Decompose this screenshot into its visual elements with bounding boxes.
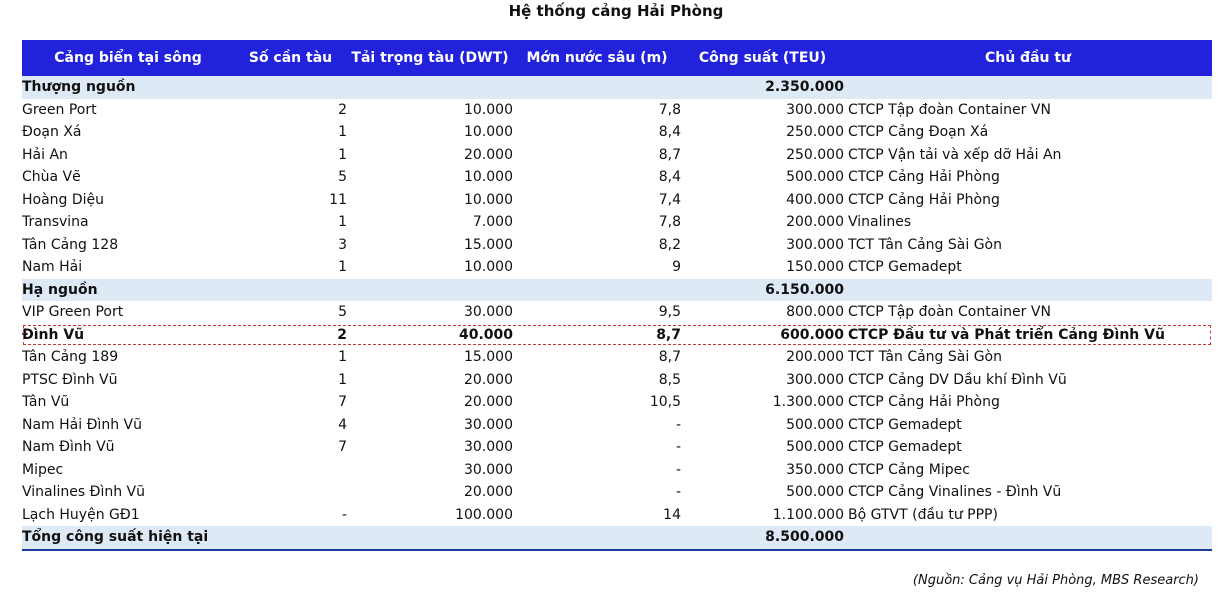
port-name: Lạch Huyện GĐ1 bbox=[22, 506, 140, 523]
group-capacity: 6.150.000 bbox=[681, 279, 844, 302]
capacity-teu: 500.000 bbox=[786, 416, 844, 433]
table-row bbox=[22, 301, 1212, 324]
table-row bbox=[22, 166, 1212, 189]
group-label: Hạ nguồn bbox=[22, 279, 234, 302]
capacity-teu: 600.000 bbox=[780, 326, 844, 343]
empty-cell bbox=[844, 526, 1212, 550]
vessel-dwt: 30.000 bbox=[464, 461, 513, 478]
table-row bbox=[22, 256, 1212, 279]
crane-count: 1 bbox=[338, 146, 347, 163]
port-name: Đoạn Xá bbox=[22, 124, 82, 141]
investor: CTCP Cảng Đoạn Xá bbox=[848, 124, 989, 141]
draft-depth: 8,2 bbox=[658, 236, 681, 253]
vessel-dwt: 20.000 bbox=[464, 394, 513, 411]
empty-cell bbox=[234, 279, 347, 302]
port-name: Mipec bbox=[22, 461, 64, 478]
vessel-dwt: 10.000 bbox=[464, 191, 513, 208]
table-row bbox=[22, 414, 1212, 437]
capacity-teu: 350.000 bbox=[786, 461, 844, 478]
capacity-teu: 1.100.000 bbox=[772, 506, 844, 523]
table-row bbox=[22, 234, 1212, 257]
investor: CTCP Tập đoàn Container VN bbox=[848, 101, 1051, 118]
capacity-teu: 500.000 bbox=[786, 439, 844, 456]
vessel-dwt: 10.000 bbox=[464, 124, 513, 141]
table-row bbox=[22, 346, 1212, 369]
draft-depth: 8,7 bbox=[656, 326, 681, 343]
investor: CTCP Cảng Hải Phòng bbox=[848, 169, 1000, 186]
vessel-dwt: 7.000 bbox=[472, 214, 513, 231]
investor: CTCP Gemadept bbox=[848, 439, 962, 456]
port-name: Tân Cảng 128 bbox=[22, 236, 119, 253]
investor: Bộ GTVT (đầu tư PPP) bbox=[848, 506, 998, 523]
draft-depth: 8,4 bbox=[658, 124, 681, 141]
ports-table bbox=[22, 40, 1212, 551]
capacity-teu: 1.300.000 bbox=[772, 394, 844, 411]
vessel-dwt: 20.000 bbox=[464, 146, 513, 163]
table-header-row bbox=[22, 40, 1212, 76]
port-name: Nam Hải Đình Vũ bbox=[22, 416, 142, 433]
port-name: Hải An bbox=[22, 146, 68, 163]
empty-cell bbox=[347, 76, 513, 99]
header-port: Cảng biển tại sông bbox=[22, 40, 234, 76]
group-label: Thượng nguồn bbox=[22, 76, 234, 99]
draft-depth: 7,8 bbox=[658, 214, 681, 231]
capacity-teu: 200.000 bbox=[786, 349, 844, 366]
header-teu: Công suất (TEU) bbox=[681, 40, 844, 76]
group-row-downstream bbox=[22, 279, 1212, 302]
table-row bbox=[22, 481, 1212, 504]
crane-count: 7 bbox=[338, 439, 347, 456]
capacity-teu: 800.000 bbox=[786, 304, 844, 321]
table-row bbox=[22, 436, 1212, 459]
group-capacity: 2.350.000 bbox=[681, 76, 844, 99]
header-cranes: Số cần tàu bbox=[234, 40, 347, 76]
crane-count: 2 bbox=[337, 326, 347, 343]
draft-depth: - bbox=[675, 439, 681, 456]
crane-count: 1 bbox=[338, 349, 347, 366]
investor: CTCP Cảng Hải Phòng bbox=[848, 394, 1000, 411]
draft-depth: 9,5 bbox=[658, 304, 681, 321]
port-name: VIP Green Port bbox=[22, 304, 124, 321]
vessel-dwt: 40.000 bbox=[458, 326, 513, 343]
draft-depth: 8,5 bbox=[658, 371, 681, 388]
draft-depth: 14 bbox=[663, 506, 681, 523]
investor: TCT Tân Cảng Sài Gòn bbox=[848, 236, 1002, 253]
table-row bbox=[22, 504, 1212, 527]
table-body bbox=[22, 76, 1212, 550]
crane-count: 2 bbox=[338, 101, 347, 118]
table-row bbox=[22, 391, 1212, 414]
capacity-teu: 300.000 bbox=[786, 101, 844, 118]
vessel-dwt: 15.000 bbox=[464, 349, 513, 366]
crane-count: - bbox=[341, 506, 347, 523]
draft-depth: 9 bbox=[672, 259, 681, 276]
crane-count: 1 bbox=[338, 214, 347, 231]
capacity-teu: 300.000 bbox=[786, 236, 844, 253]
vessel-dwt: 10.000 bbox=[464, 101, 513, 118]
total-capacity: 8.500.000 bbox=[681, 526, 844, 550]
draft-depth: - bbox=[675, 461, 681, 478]
vessel-dwt: 20.000 bbox=[464, 371, 513, 388]
investor: CTCP Tập đoàn Container VN bbox=[848, 304, 1051, 321]
ports-table-container bbox=[22, 40, 1212, 551]
investor: TCT Tân Cảng Sài Gòn bbox=[848, 349, 1002, 366]
crane-count: 1 bbox=[338, 371, 347, 388]
port-name: Tân Cảng 189 bbox=[22, 349, 119, 366]
crane-count: 1 bbox=[338, 259, 347, 276]
empty-cell bbox=[234, 76, 347, 99]
vessel-dwt: 30.000 bbox=[464, 439, 513, 456]
crane-count: 5 bbox=[338, 304, 347, 321]
vessel-dwt: 100.000 bbox=[455, 506, 513, 523]
empty-cell bbox=[513, 526, 681, 550]
total-label: Tổng công suất hiện tại bbox=[22, 526, 234, 550]
capacity-teu: 500.000 bbox=[786, 484, 844, 501]
investor: CTCP Gemadept bbox=[848, 259, 962, 276]
empty-cell bbox=[844, 279, 1212, 302]
table-row bbox=[22, 369, 1212, 392]
investor: CTCP Cảng Vinalines - Đình Vũ bbox=[848, 484, 1062, 501]
draft-depth: 8,7 bbox=[658, 146, 681, 163]
port-name: Nam Hải bbox=[22, 259, 83, 276]
port-name: Chùa Vẽ bbox=[22, 169, 81, 186]
empty-cell bbox=[513, 279, 681, 302]
port-name: Nam Đình Vũ bbox=[22, 439, 115, 456]
draft-depth: - bbox=[675, 416, 681, 433]
port-name: Transvina bbox=[22, 214, 89, 231]
investor: Vinalines bbox=[848, 214, 912, 231]
draft-depth: 8,4 bbox=[658, 169, 681, 186]
page-title: Hệ thống cảng Hải Phòng bbox=[508, 2, 724, 20]
vessel-dwt: 20.000 bbox=[464, 484, 513, 501]
crane-count: 3 bbox=[338, 236, 347, 253]
investor: CTCP Đầu tư và Phát triển Cảng Đình Vũ bbox=[848, 326, 1165, 343]
capacity-teu: 250.000 bbox=[786, 146, 844, 163]
investor: CTCP Vận tải và xếp dỡ Hải An bbox=[848, 146, 1062, 163]
port-name: Đình Vũ bbox=[22, 326, 85, 343]
table-row bbox=[22, 189, 1212, 212]
investor: CTCP Cảng Hải Phòng bbox=[848, 191, 1000, 208]
vessel-dwt: 15.000 bbox=[464, 236, 513, 253]
table-row bbox=[22, 459, 1212, 482]
draft-depth: 7,8 bbox=[658, 101, 681, 118]
empty-cell bbox=[347, 279, 513, 302]
crane-count: 5 bbox=[338, 169, 347, 186]
header-dwt: Tải trọng tàu (DWT) bbox=[347, 40, 513, 76]
table-row bbox=[22, 211, 1212, 234]
vessel-dwt: 10.000 bbox=[464, 259, 513, 276]
crane-count: 11 bbox=[329, 191, 347, 208]
table-row bbox=[22, 144, 1212, 167]
draft-depth: 7,4 bbox=[658, 191, 681, 208]
capacity-teu: 400.000 bbox=[786, 191, 844, 208]
port-name: PTSC Đình Vũ bbox=[22, 371, 118, 388]
port-name: Tân Vũ bbox=[22, 394, 70, 411]
table-row bbox=[22, 99, 1212, 122]
port-name: Vinalines Đình Vũ bbox=[22, 484, 146, 501]
draft-depth: 8,7 bbox=[658, 349, 681, 366]
capacity-teu: 200.000 bbox=[786, 214, 844, 231]
capacity-teu: 250.000 bbox=[786, 124, 844, 141]
empty-cell bbox=[347, 526, 513, 550]
crane-count bbox=[234, 459, 347, 482]
capacity-teu: 500.000 bbox=[786, 169, 844, 186]
vessel-dwt: 30.000 bbox=[464, 304, 513, 321]
crane-count bbox=[234, 481, 347, 504]
investor: CTCP Cảng DV Dầu khí Đình Vũ bbox=[848, 371, 1067, 388]
empty-cell bbox=[513, 76, 681, 99]
draft-depth: 10,5 bbox=[649, 394, 681, 411]
header-draft: Mớn nước sâu (m) bbox=[513, 40, 681, 76]
draft-depth: - bbox=[675, 484, 681, 501]
vessel-dwt: 10.000 bbox=[464, 169, 513, 186]
empty-cell bbox=[234, 526, 347, 550]
investor: CTCP Cảng Mipec bbox=[848, 461, 970, 478]
investor: CTCP Gemadept bbox=[848, 416, 962, 433]
empty-cell bbox=[844, 76, 1212, 99]
header-owner: Chủ đầu tư bbox=[844, 40, 1212, 76]
port-name: Green Port bbox=[22, 101, 97, 118]
crane-count: 1 bbox=[338, 124, 347, 141]
capacity-teu: 300.000 bbox=[786, 371, 844, 388]
table-row bbox=[22, 121, 1212, 144]
table-row bbox=[22, 324, 1212, 347]
source-note: (Nguồn: Cảng vụ Hải Phòng, MBS Research) bbox=[912, 573, 1199, 588]
group-row-upstream bbox=[22, 76, 1212, 99]
port-name: Hoàng Diệu bbox=[22, 191, 105, 208]
crane-count: 4 bbox=[338, 416, 347, 433]
vessel-dwt: 30.000 bbox=[464, 416, 513, 433]
crane-count: 7 bbox=[338, 394, 347, 411]
total-row bbox=[22, 526, 1212, 550]
capacity-teu: 150.000 bbox=[786, 259, 844, 276]
